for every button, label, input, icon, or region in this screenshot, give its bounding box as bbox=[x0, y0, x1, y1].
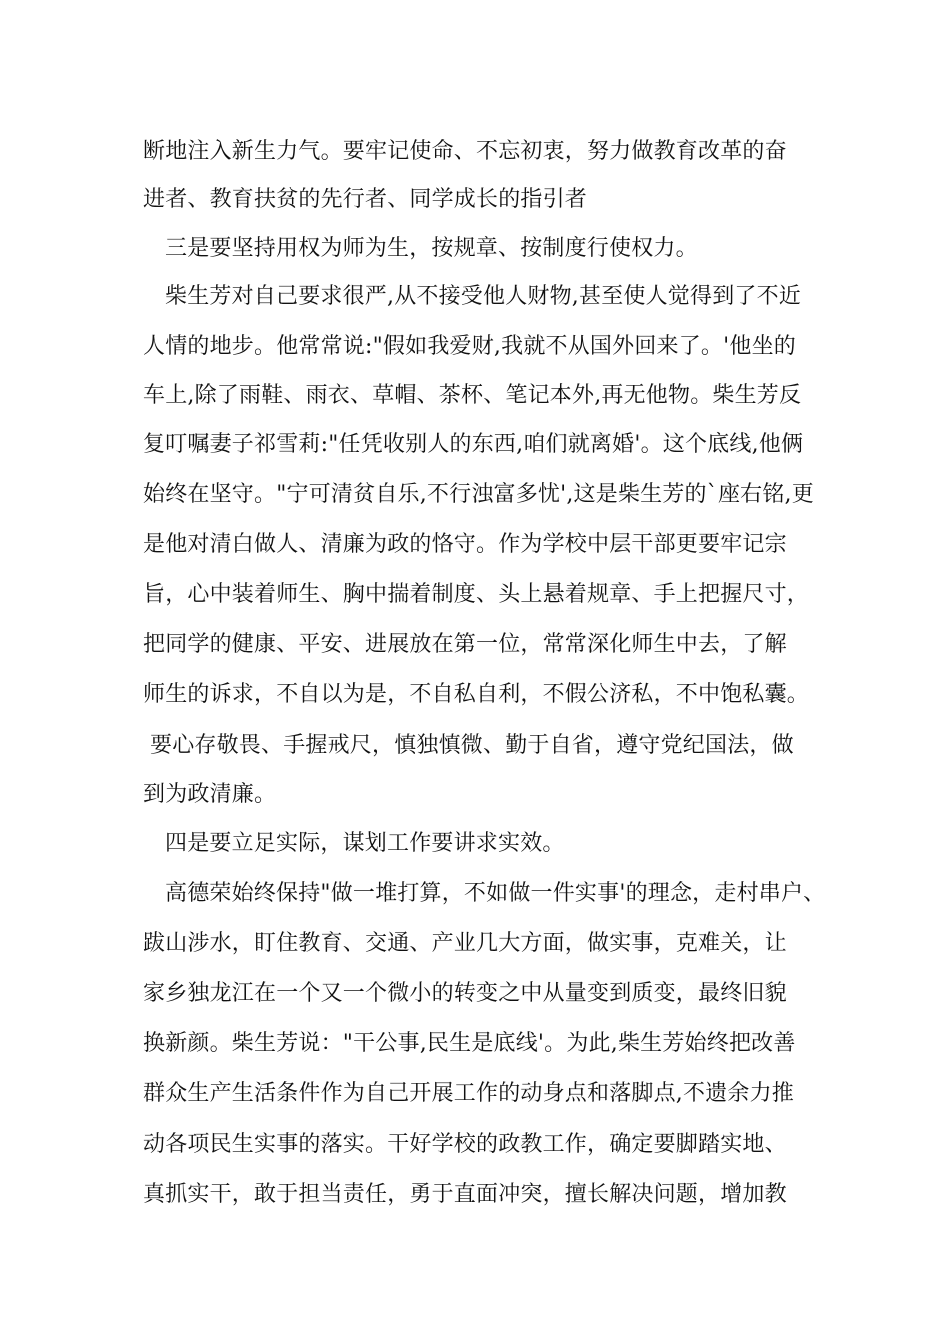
section-heading: 四是要立足实际，谋划工作要讲求实效。 bbox=[165, 831, 565, 856]
text-line: 到为政清廉。 bbox=[143, 782, 277, 807]
text-line: 要心存敬畏、手握戒尺，慎独慎微、勤于自省，遵守党纪国法，做 bbox=[150, 733, 794, 758]
text-line: 旨，心中装着师生、胸中揣着制度、头上悬着规章、手上把握尺寸， bbox=[143, 582, 810, 607]
text-line: 真抓实干，敢于担当责任，勇于直面冲突，擅长解决问题，增加教 bbox=[143, 1182, 787, 1207]
text-line: 群众生产生活条件作为自己开展工作的动身点和落脚点,不遗余力推 bbox=[143, 1081, 794, 1106]
text-line: 换新颜。柴生芳说："干公事,民生是底线'。为此,柴生芳始终把改善 bbox=[143, 1031, 796, 1056]
text-line: 是他对清白做人、清廉为政的恪守。作为学校中层干部更要牢记宗 bbox=[143, 532, 787, 557]
section-heading: 三是要坚持用权为师为生，按规章、按制度行使权力。 bbox=[165, 236, 698, 261]
text-line: 跋山涉水，盯住教育、交通、产业几大方面，做实事，克难关，让 bbox=[143, 931, 787, 956]
text-line: 进者、教育扶贫的先行者、同学成长的指引者 bbox=[143, 187, 588, 212]
text-line: 断地注入新生力气。要牢记使命、不忘初衷，努力做教育改革的奋 bbox=[143, 139, 787, 164]
text-line: 把同学的健康、平安、进展放在第一位，常常深化师生中去，了解 bbox=[143, 632, 787, 657]
text-line: 柴生芳对自己要求很严,从不接受他人财物,甚至使人觉得到了不近 bbox=[165, 284, 801, 309]
text-line: 始终在坚守。"宁可清贫自乐,不行浊富多忧',这是柴生芳的`座右铭,更 bbox=[143, 482, 814, 507]
text-line: 车上,除了雨鞋、雨衣、草帽、茶杯、笔记本外,再无他物。柴生芳反 bbox=[143, 383, 802, 408]
text-line: 高德荣始终保持"做一堆打算，不如做一件实事'的理念，走村串户、 bbox=[165, 881, 826, 906]
text-line: 复叮嘱妻子祁雪莉:"任凭收别人的东西,咱们就离婚'。这个底线,他俩 bbox=[143, 432, 804, 457]
text-line: 家乡独龙江在一个又一个微小的转变之中从量变到质变，最终旧貌 bbox=[143, 981, 787, 1006]
text-line: 师生的诉求，不自以为是，不自私自利，不假公济私，不中饱私囊。 bbox=[143, 682, 810, 707]
text-line: 人情的地步。他常常说:"假如我爱财,我就不从国外回来了。'他坐的 bbox=[143, 334, 796, 359]
text-line: 动各项民生实事的落实。干好学校的政教工作，确定要脚踏实地、 bbox=[143, 1132, 787, 1157]
